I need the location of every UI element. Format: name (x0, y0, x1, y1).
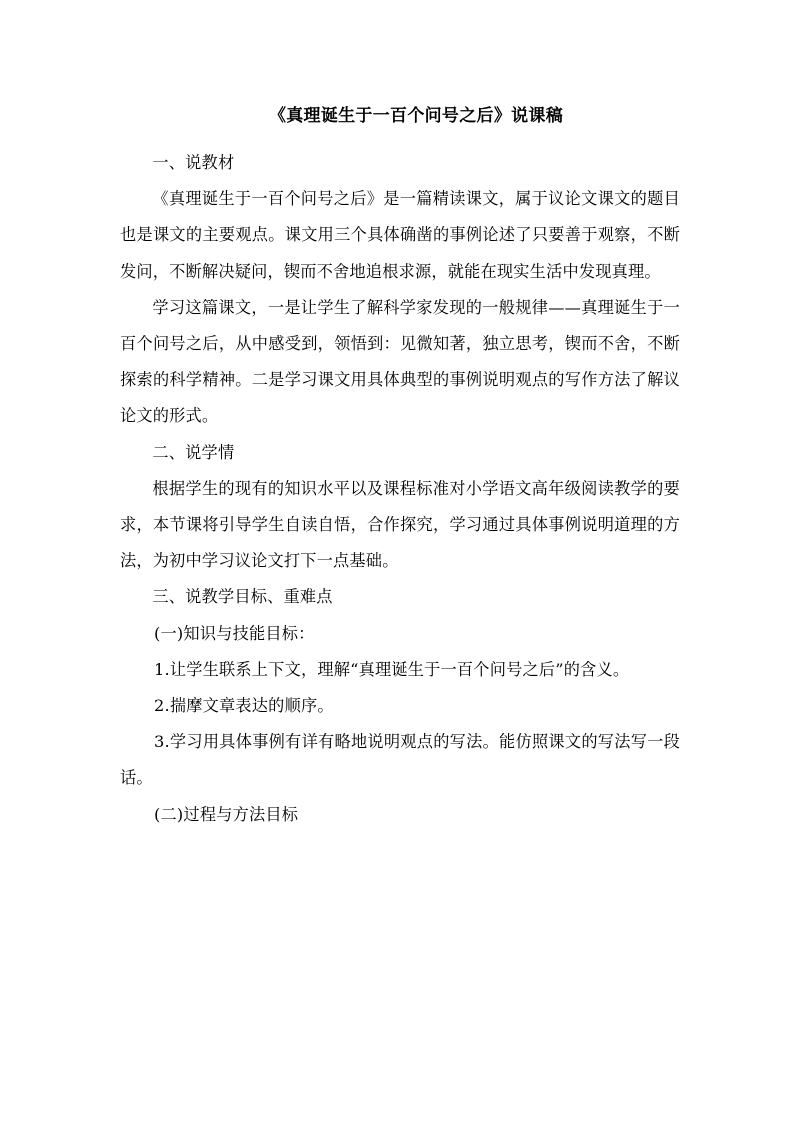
paragraph-materials-intro: 《真理诞生于一百个问号之后》是一篇精读课文，属于议论文课文的题目也是课文的主要观点。课文用三个具体确凿的事例论述了只要善于观察，不断发问，不断解决疑问，锲而不舍地追根求源，就能在现实生活中发现真理。 (120, 189, 680, 281)
paragraph-learning-purpose: 学习这篇课文，一是让学生了解科学家发现的一般规律——真理诞生于一百个问号之后，从中感受到，领悟到：见微知著，独立思考，锲而不舍，不断探索的科学精神。二是学习课文用具体典型的事例说明观点的写作方法了解议论文的形式。 (120, 297, 680, 426)
section-heading-students: 二、说学情 (152, 442, 235, 462)
document-body (120, 145, 680, 833)
subheading-knowledge-skills: (一)知识与技能目标： (154, 623, 315, 643)
subheading-process-method: (二)过程与方法目标 (154, 804, 299, 824)
list-item-objective-3: 3.学习用具体事例有详有略地说明观点的写法。能仿照课文的写法写一段话。 (120, 732, 680, 788)
list-item-objective-1: 1.让学生联系上下文，理解“真理诞生于一百个问号之后”的含义。 (154, 659, 630, 679)
list-item-objective-2: 2.揣摩文章表达的顺序。 (154, 696, 334, 716)
section-heading-materials: 一、说教材 (152, 153, 235, 172)
paragraph-students: 根据学生的现有的知识水平以及课程标准对小学语文高年级阅读教学的要求，本节课将引导学生自读自悟，合作探究，学习通过具体事例说明道理的方法，为初中学习议论文打下一点基础。 (120, 478, 680, 571)
document-title: 《真理诞生于一百个问号之后》说课稿 (268, 106, 564, 126)
section-heading-objectives: 三、说教学目标、重难点 (152, 587, 333, 607)
